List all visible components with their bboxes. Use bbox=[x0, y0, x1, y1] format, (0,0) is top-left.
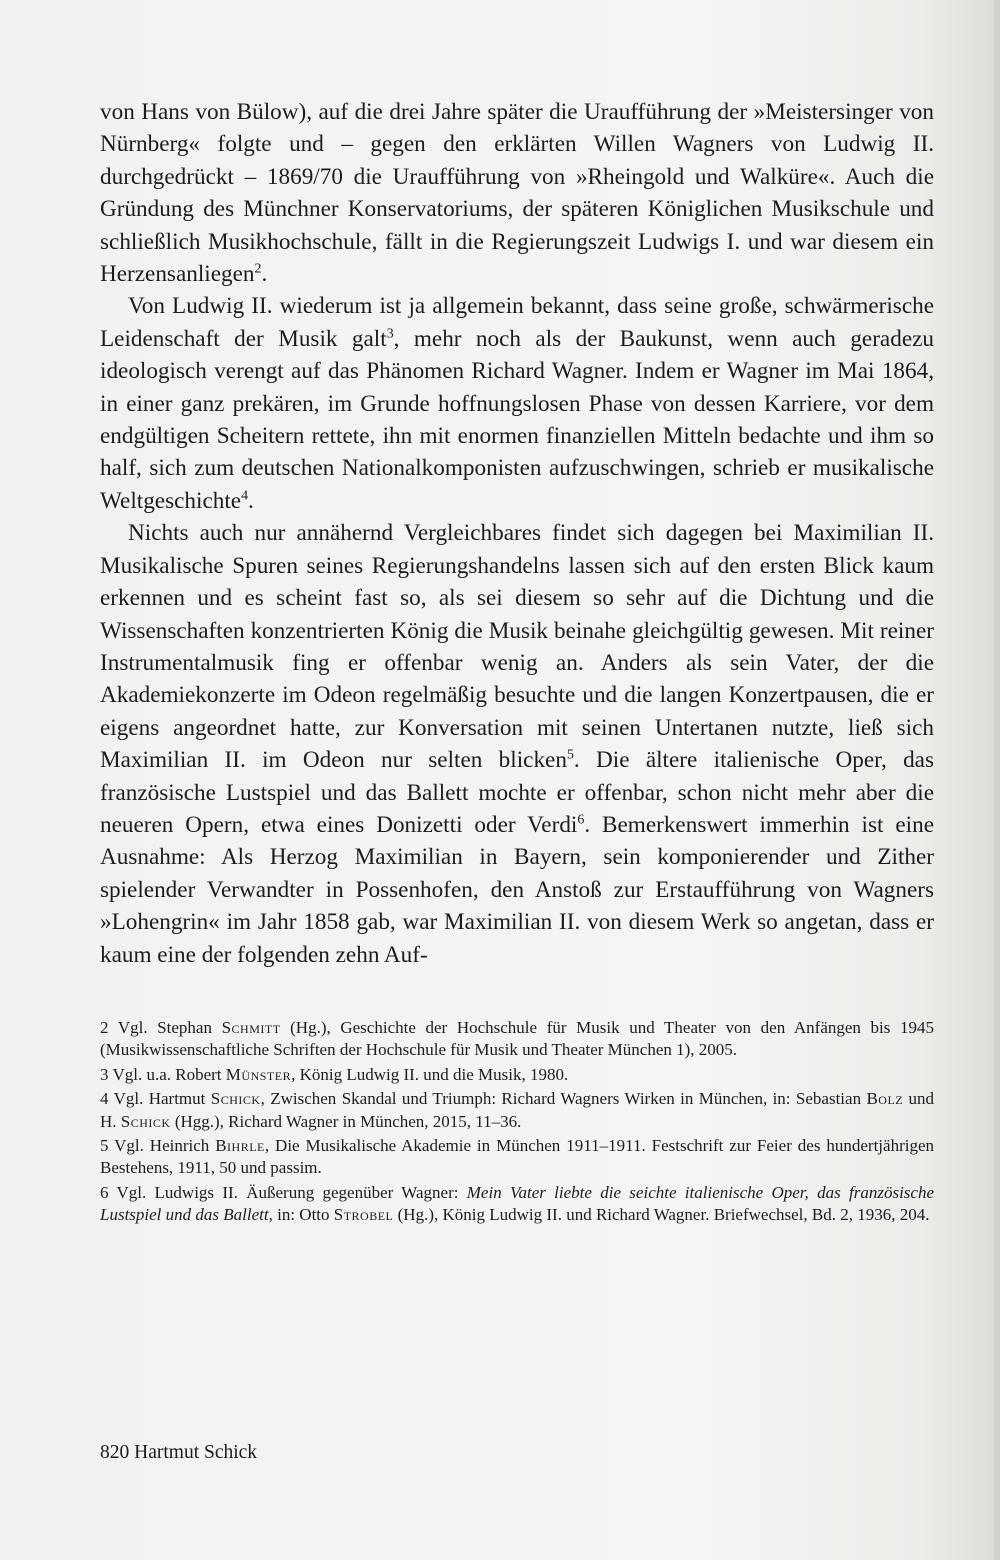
footnote-ref-6[interactable]: 6 bbox=[577, 812, 585, 828]
footnote-6: 6 Vgl. Ludwigs II. Äußerung gegenüber Wagner: Mein Vater liebte die seichte italienische Oper, das französische Lustspiel und das Ballett, in: Otto Strobel (Hg.), König Ludwig II. und Richard Wagner. Briefwechsel, Bd. 2, 1936, 204. bbox=[100, 1182, 934, 1225]
page-edge-shadow bbox=[994, 0, 1000, 1560]
page-footer bbox=[100, 1442, 257, 1464]
footnote-ref-4[interactable]: 4 bbox=[241, 488, 249, 504]
running-author: Hartmut Schick bbox=[134, 1442, 258, 1463]
paragraph-3: Nichts auch nur annähernd Vergleichbares findet sich dagegen bei Maximilian II. Musikalische Spuren seines Regierungshandelns lassen sich auf den ersten Blick kaum erkennen und es scheint fast so, als sei diesem so sehr auf die Dichtung und die Wissenschaften konzentrierten König die Musik beinahe gleichgültig gewesen. Mit reiner Instrumentalmusik fing er offenbar wenig an. Anders als sein Vater, der die Akademiekonzerte im Odeon regelmäßig besuchte und die langen Konzertpausen, die er eigens angeordnet hatte, zur Konversation mit seinen Untertanen nutzte, ließ sich Maximilian II. im Odeon nur selten blicken$^5$. Die ältere italienische Oper, das französische Lustspiel und das Ballett mochte er offenbar, schon nicht mehr aber die neueren Opern, etwa eines Donizetti oder Verdi$^6$. Bemerkenswert immerhin ist eine Ausnahme: Als Herzog Maximilian in Bayern, sein komponierender und Zither spielender Verwandter in Possenhofen, den Anstoß zur Erstaufführung von Wagners »Lohengrin« im Jahr 1858 gab, war Maximilian II. von diesem Werk so angetan, dass er kaum eine der folgenden zehn Auf- bbox=[100, 520, 934, 968]
footnote-ref-2[interactable]: 2 bbox=[254, 261, 262, 277]
footnote-2: 2 Vgl. Stephan Schmitt (Hg.), Geschichte der Hochschule für Musik und Theater von den Anfängen bis 1945 (Musikwissenschaftliche Schriften der Hochschule für Musik und Theater München 1), 2005. bbox=[100, 1018, 934, 1060]
footnote-ref-5[interactable]: 5 bbox=[566, 747, 574, 763]
page-number: 820 bbox=[100, 1442, 130, 1463]
footnote-ref-3[interactable]: 3 bbox=[386, 326, 394, 342]
footnote-5: 5 Vgl. Heinrich Bihrle, Die Musikalische Akademie in München 1911–1911. Festschrift zur Feier des hundertjährigen Bestehens, 1911, 50 und passim. bbox=[100, 1136, 934, 1178]
main-text bbox=[100, 96, 934, 971]
paragraph-1: von Hans von Bülow), auf die drei Jahre später die Uraufführung der »Meistersinger von Nürnberg« folgte und – gegen den erklärten Willen Wagners von Ludwig II. durchgedrückt – 1869/70 die Uraufführung von »Rheingold und Walküre«. Auch die Gründung des Münchner Konservatoriums, der späteren Königlichen Musikschule und schließlich Musikhochschule, fällt in die Regierungszeit Ludwigs I. und war diesem ein Herzensanliegen$^2$. bbox=[100, 99, 934, 288]
footnote-4: 4 Vgl. Hartmut Schick, Zwischen Skandal und Triumph: Richard Wagners Wirken in München, in: Sebastian Bolz und H. Schick (Hgg.), Richard Wagner in München, 2015, 11–36. bbox=[100, 1089, 935, 1131]
paragraph-2: Von Ludwig II. wiederum ist ja allgemein bekannt, dass seine große, schwärmerische Leidenschaft der Musik galt$^3$, mehr noch als der Baukunst, wenn auch geradezu ideologisch verengt auf das Phänomen Richard Wagner. Indem er Wagner im Mai 1864, in einer ganz prekären, im Grunde hoffnungslosen Phase von dessen Karriere, vor dem endgültigen Scheitern rettete, ihn mit enormen finanziellen Mitteln bedachte und ihm so half, sich zum deutschen Nationalkomponisten aufzuschwingen, schrieb er musikalische Weltgeschichte$^4$. bbox=[100, 293, 934, 514]
footnote-3: 3 Vgl. u.a. Robert Münster, König Ludwig II. und die Musik, 1980. bbox=[100, 1064, 569, 1084]
footnotes bbox=[100, 1017, 934, 1229]
